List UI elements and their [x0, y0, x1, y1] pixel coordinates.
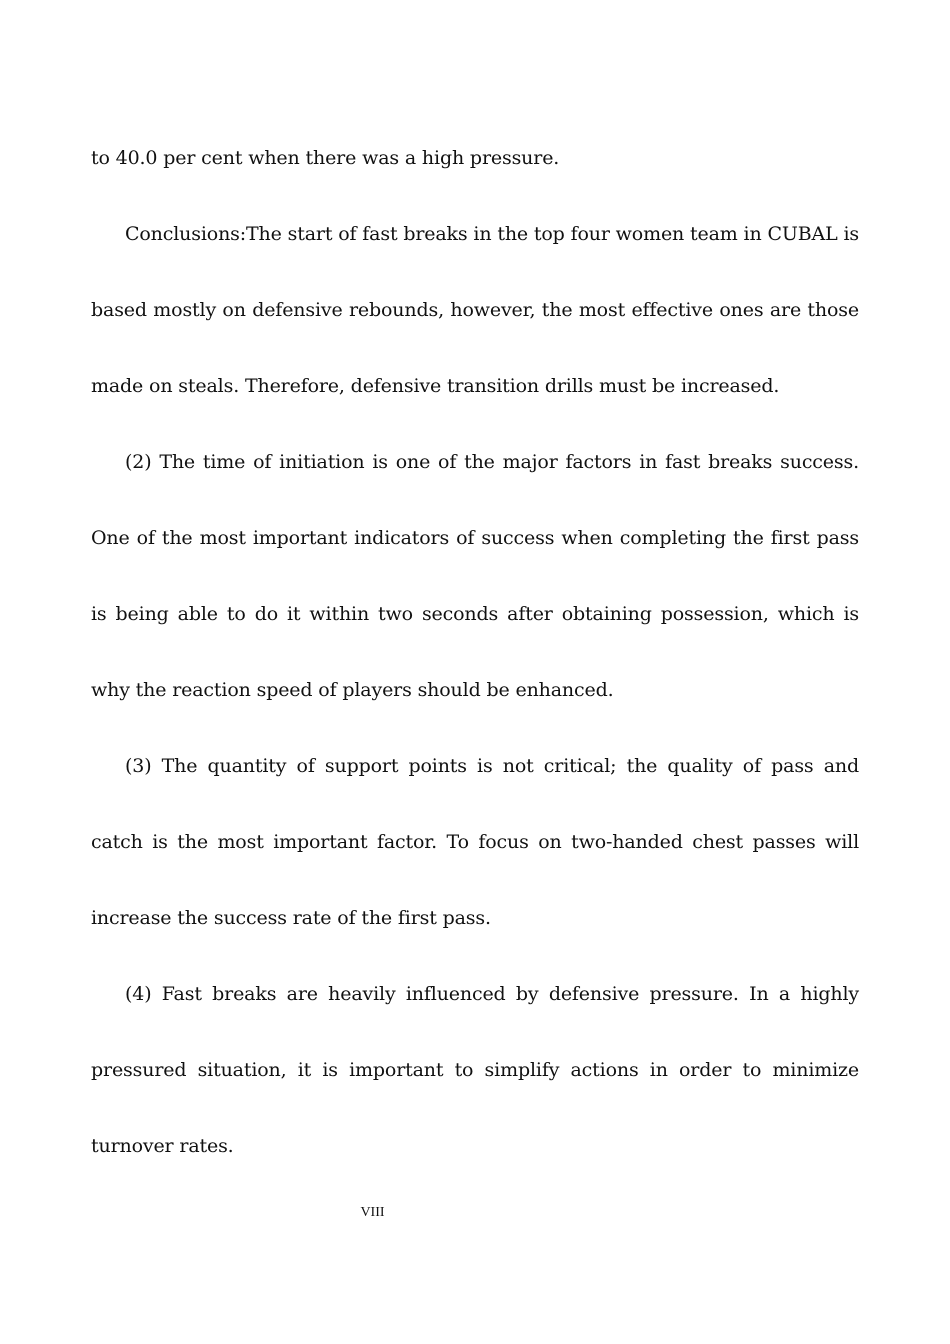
- paragraph-continuation: to 40.0 per cent when there was a high pressure.: [91, 147, 560, 169]
- paragraph-point-3: (3) The quantity of support points is not critical; the quality of pass and catch is the most important factor. To focus on two-handed chest passes will increase the success rate of the first pass.: [91, 755, 859, 929]
- paragraph-conclusions: Conclusions:The start of fast breaks in the top four women team in CUBAL is based mostly on defensive rebounds, however, the most effective ones are those made on steals. Therefore, defensive transition drills must be increased.: [91, 223, 859, 397]
- body-text: [91, 120, 859, 1184]
- paragraph-point-2: (2) The time of initiation is one of the major factors in fast breaks success. One of the most important indicators of success when completing the first pass is being able to do it within two seconds after obtaining possession, which is why the reaction speed of players should be enhanced.: [91, 451, 859, 701]
- page-number: VIII: [360, 1205, 385, 1220]
- paragraph-point-4: (4) Fast breaks are heavily influenced by defensive pressure. In a highly pressured situation, it is important to simplify actions in order to minimize turnover rates.: [91, 983, 859, 1157]
